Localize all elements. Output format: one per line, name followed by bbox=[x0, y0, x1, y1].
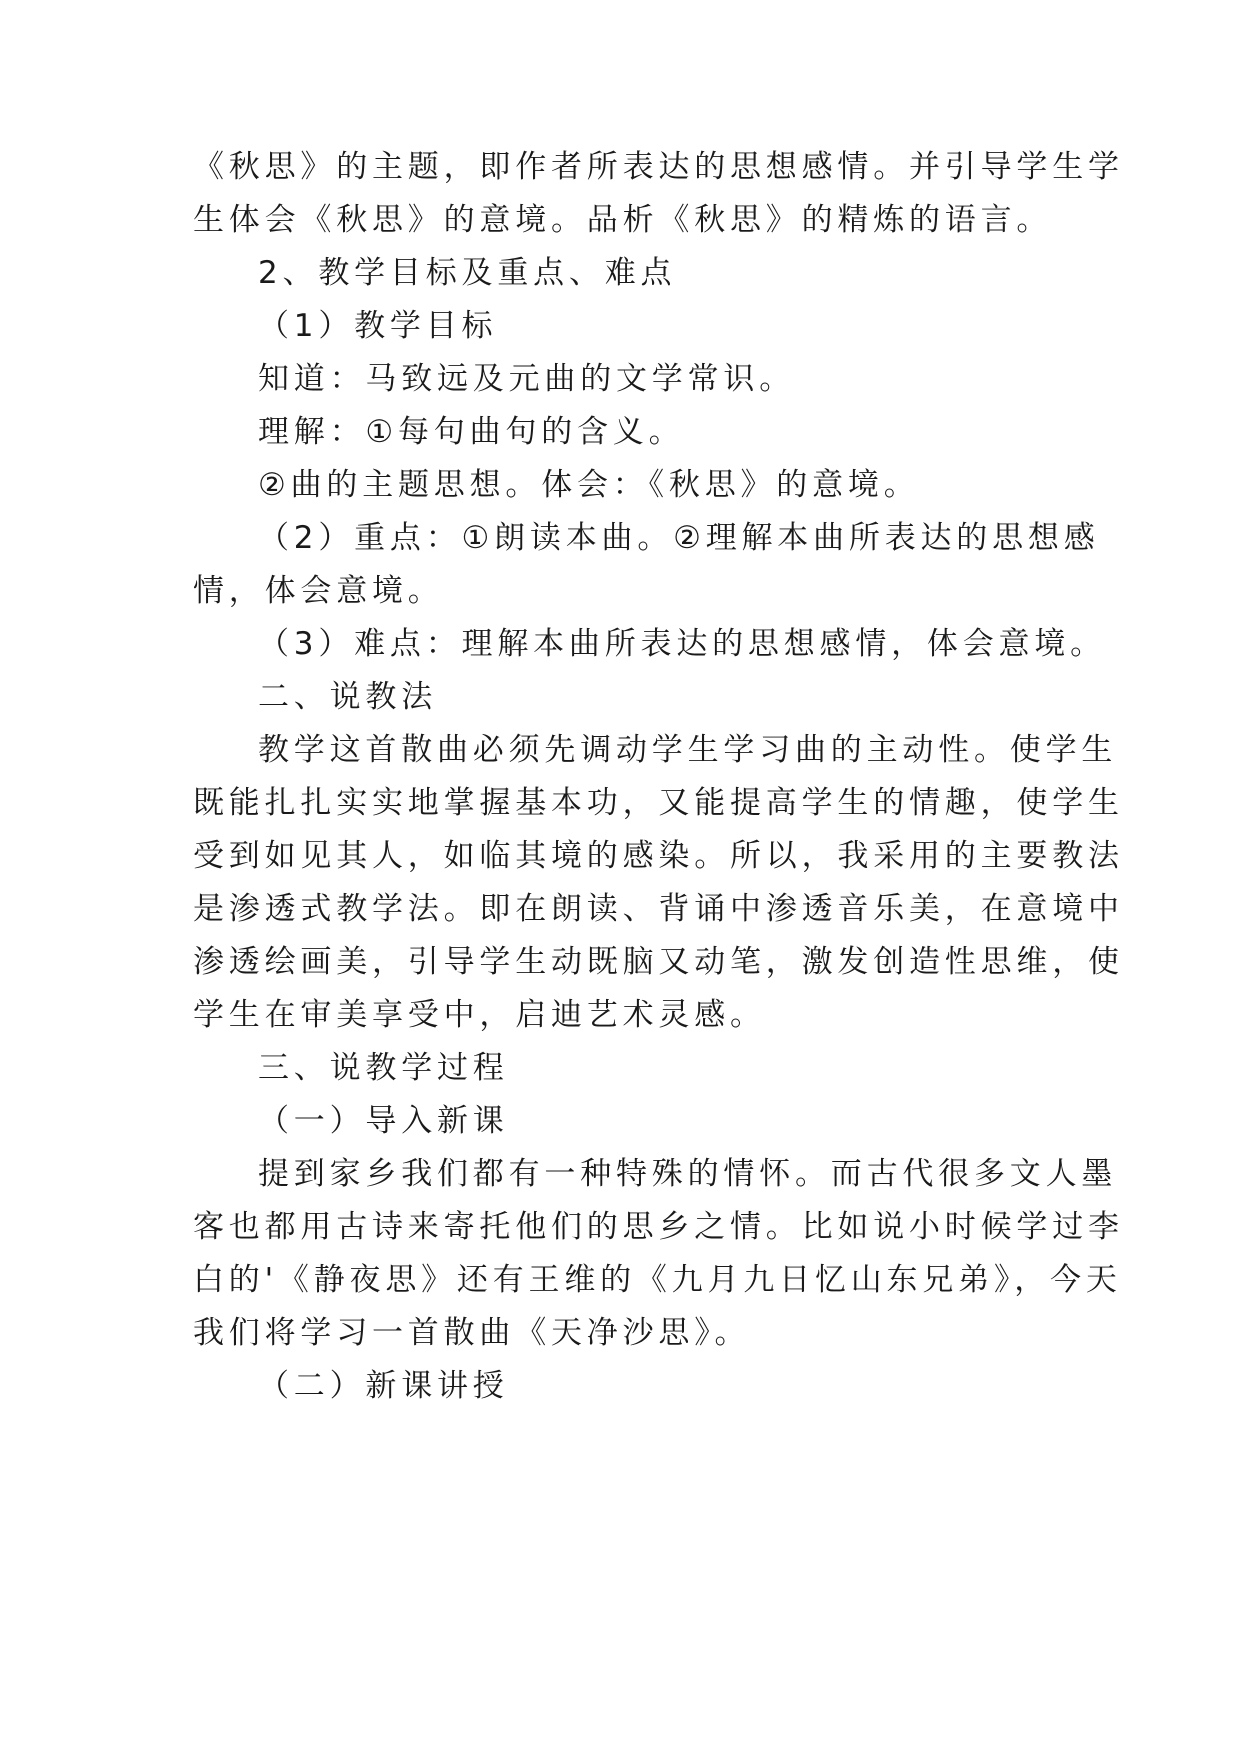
paragraph-methods-line-2: 既能扎扎实实地掌握基本功，又能提高学生的情趣，使学生 bbox=[193, 785, 1124, 821]
text-line-theme: ②曲的主题思想。体会：《秋思》的意境。 bbox=[258, 467, 920, 503]
paragraph-intro-line-2: 客也都用古诗来寄托他们的思乡之情。比如说小时候学过李 bbox=[193, 1209, 1124, 1245]
paragraph-methods-line-3: 受到如见其人，如临其境的感染。所以，我采用的主要教法 bbox=[193, 838, 1124, 874]
paragraph-methods-line-4: 是渗透式教学法。即在朗读、背诵中渗透音乐美，在意境中 bbox=[193, 891, 1124, 927]
paragraph-intro-line-3: 白的'《静夜思》还有王维的《九月九日忆山东兄弟》，今天 bbox=[193, 1262, 1122, 1298]
section-heading-methods: 二、说教法 bbox=[258, 679, 437, 715]
subheading-teaching-goals: （1）教学目标 bbox=[258, 308, 498, 344]
text-line-key-points-cont: 情，体会意境。 bbox=[193, 573, 444, 609]
text-line-2: 生体会《秋思》的意境。品析《秋思》的精炼的语言。 bbox=[193, 202, 1053, 238]
section-heading-process: 三、说教学过程 bbox=[258, 1050, 509, 1086]
subheading-new-lesson: （二）新课讲授 bbox=[258, 1368, 509, 1404]
text-line-know: 知道：马致远及元曲的文学常识。 bbox=[258, 361, 795, 397]
paragraph-intro-line-1: 提到家乡我们都有一种特殊的情怀。而古代很多文人墨 bbox=[258, 1156, 1118, 1192]
text-line-1: 《秋思》的主题，即作者所表达的思想感情。并引导学生学 bbox=[193, 149, 1124, 185]
paragraph-methods-line-1: 教学这首散曲必须先调动学生学习曲的主动性。使学生 bbox=[258, 732, 1118, 768]
subheading-intro: （一）导入新课 bbox=[258, 1103, 509, 1139]
paragraph-methods-line-5: 渗透绘画美，引导学生动既脑又动笔，激发创造性思维，使 bbox=[193, 944, 1124, 980]
text-line-understand: 理解：①每句曲句的含义。 bbox=[258, 414, 685, 450]
paragraph-methods-line-6: 学生在审美享受中，启迪艺术灵感。 bbox=[193, 997, 766, 1033]
section-heading-objectives: 2、教学目标及重点、难点 bbox=[258, 255, 677, 291]
subheading-difficulties: （3）难点：理解本曲所表达的思想感情，体会意境。 bbox=[258, 626, 1106, 662]
paragraph-intro-line-4: 我们将学习一首散曲《天净沙思》。 bbox=[193, 1315, 751, 1351]
subheading-key-points: （2）重点：①朗读本曲。②理解本曲所表达的思想感 bbox=[258, 520, 1100, 556]
